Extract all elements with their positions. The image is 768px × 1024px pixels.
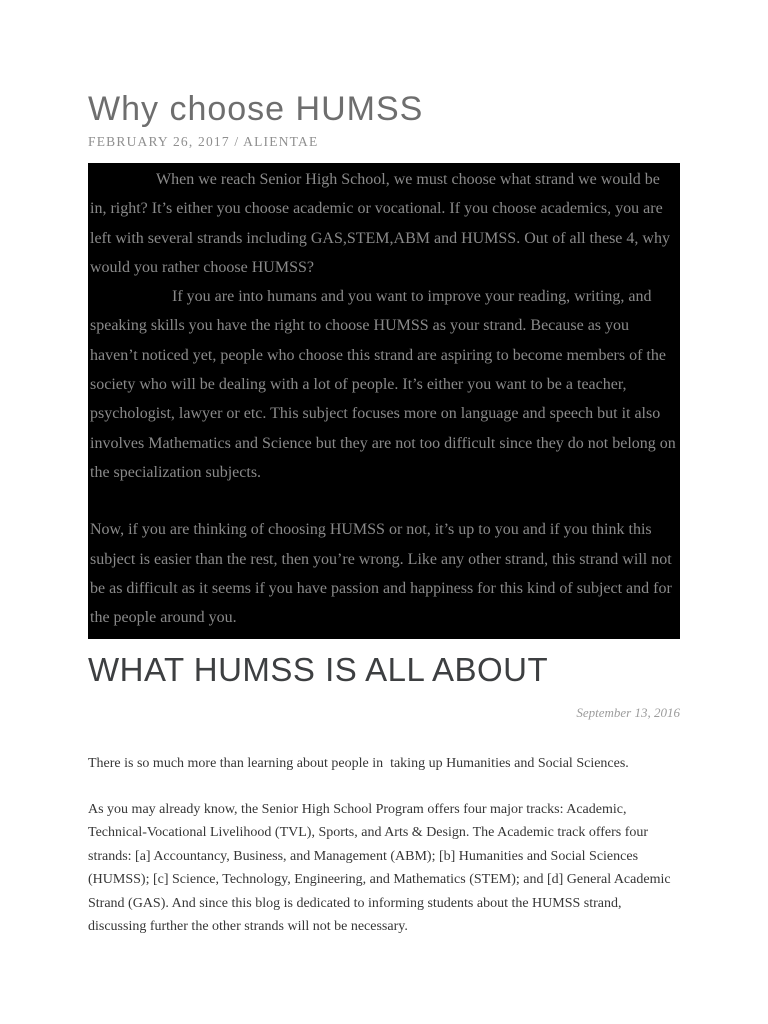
box-paragraph-3: Now, if you are thinking of choosing HUMSS or not, it’s up to you and if you think this subject is easier than the rest, then you’re wrong. Like any other strand, this strand will not be as difficult as it seems if you have passion and happiness for this kind of subject and for the people around you. bbox=[90, 521, 676, 627]
box-paragraph-2: If you are into humans and you want to improve your reading, writing, and speaking skills you have the right to choose HUMSS as your strand. Because as you haven’t noticed yet, people who choose this strand are aspiring to become members of the society who will be dealing with a lot of people. It’s either you want to be a teacher, psychologist, lawyer or etc. This subject focuses more on language and speech but it also involves Mathematics and Science but they are not too difficult since they do not belong on the specialization subjects. bbox=[90, 288, 680, 481]
body-paragraph-1: There is so much more than learning about people in taking up Humanities and Social Sciences. bbox=[88, 756, 629, 772]
post-author-link[interactable]: ALIENTAE bbox=[243, 134, 319, 149]
box-paragraph-1: When we reach Senior High School, we must choose what strand we would be in, right? It’s either you choose academic or vocational. If you choose academics, you are left with several strands including GAS,STEM,ABM and HUMSS. Out of all these 4, why would you rather choose HUMSS? bbox=[90, 171, 674, 276]
black-text-box bbox=[88, 163, 680, 639]
meta-separator: / bbox=[229, 134, 244, 149]
post-meta bbox=[88, 133, 680, 150]
body-paragraph-2: As you may already know, the Senior High School Program offers four major tracks: Academic, Technical-Vocational Livelihood (TVL), Sports, and Arts & Design. The Academic track offers four strands: [a] Accountancy, Business, and Management (ABM); [b] Humanities and Social Sciences (HUMSS); [c] Science, Technology, Engineering, and Mathematics (STEM); and [d] General Academic Strand (GAS). And since this blog is dedicated to informing students about the HUMSS strand, discussing further the other strands will not be necessary. bbox=[88, 801, 675, 935]
section-date-link[interactable]: September 13, 2016 bbox=[576, 705, 680, 721]
post-title: Why choose HUMSS bbox=[88, 90, 424, 128]
post-date: FEBRUARY 26, 2017 bbox=[88, 134, 230, 149]
section-heading: WHAT HUMSS IS ALL ABOUT bbox=[88, 651, 549, 689]
document-page bbox=[88, 0, 680, 939]
